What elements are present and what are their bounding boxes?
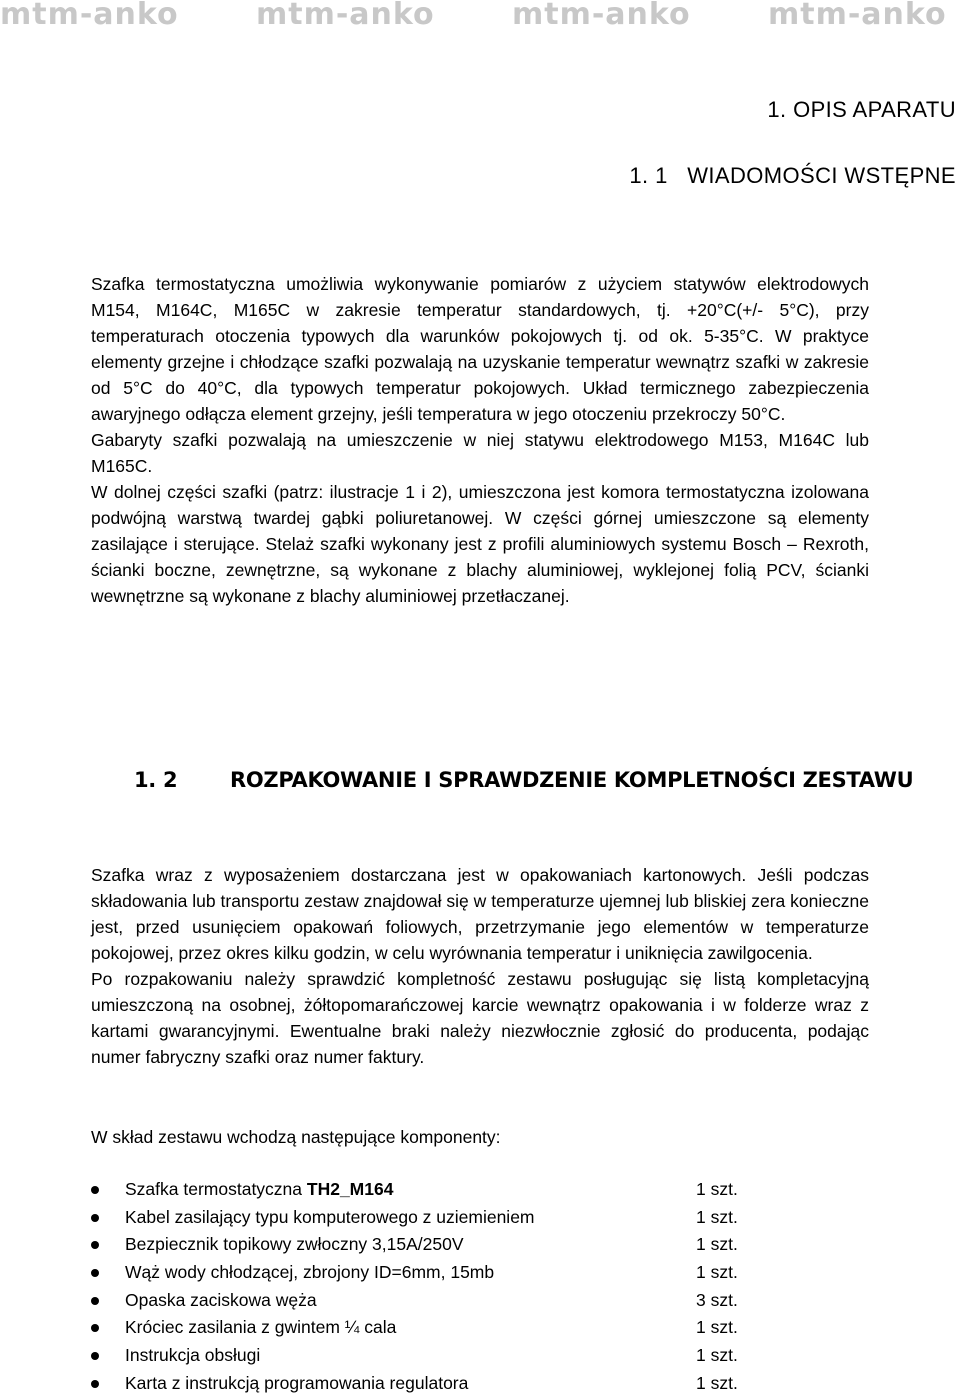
section-heading: 1. OPIS APARATU <box>767 97 956 122</box>
component-quantity: 1 szt. <box>696 1234 738 1255</box>
component-quantity: 3 szt. <box>696 1289 738 1310</box>
watermark-logo: mtm-anko <box>512 0 691 32</box>
paragraph: Gabaryty szafki pozwalają na umieszczenie w niej statywu elektrodowego M153, M164C lub M165C. <box>91 430 869 476</box>
bullet-icon <box>91 1241 99 1249</box>
list-item <box>91 1314 791 1342</box>
list-item <box>91 1287 791 1315</box>
list-item <box>91 1231 791 1259</box>
component-name: Instrukcja obsługi <box>125 1345 261 1366</box>
components-intro: W skład zestawu wchodzą następujące komponenty: <box>91 1127 501 1147</box>
list-item <box>91 1370 791 1398</box>
bullet-icon <box>91 1352 99 1360</box>
bullet-icon <box>91 1214 99 1222</box>
component-name: Opaska zaciskowa węża <box>125 1289 317 1310</box>
bullet-icon <box>91 1186 99 1194</box>
component-name: Szafka termostatyczna TH2_M164 <box>125 1179 394 1199</box>
list-item <box>91 1259 791 1287</box>
component-quantity: 1 szt. <box>696 1206 738 1227</box>
component-name: Kabel zasilający typu komputerowego z uziemieniem <box>125 1206 535 1227</box>
paragraph: W dolnej części szafki (patrz: ilustracje 1 i 2), umieszczona jest komora termostatyczna izolowana podwójną warstwą twardej gąbki poliuretanowej. W części górnej umieszczone są elementy zasilające i sterujące. Stelaż szafki wykonany jest z profili aluminiowych systemu Bosch – Rexroth, ścianki boczne, zewnętrzne, są wykonane z blachy aluminiowej, wyklejonej folią PCV, ścianki wewnętrzne są wykonane z blachy aluminiowej przetłaczanej. <box>91 482 869 606</box>
paragraph: Szafka wraz z wyposażeniem dostarczana jest w opakowaniach kartonowych. Jeśli podczas składowania lub transportu zestaw znajdował się w temperaturze ujemnej lub bliskiej zera konieczne jest, przed usunięciem opakowań foliowych, przetrzymanie jego elementów w temperaturze pokojowej, przez okres kilku godzin, w celu wyrównania temperatur i uniknięcia zawilgocenia. <box>91 865 869 963</box>
component-quantity: 1 szt. <box>696 1179 738 1199</box>
watermark-logo: mtm-anko <box>768 0 947 32</box>
paragraph: Szafka termostatyczna umożliwia wykonywanie pomiarów z użyciem statywów elektrodowych M154, M164C, M165C w zakresie temperatur standardowych, tj. +20°C(+/- 5°C), przy temperaturach otoczenia typowych dla warunków pokojowych tj. od ok. 5-35°C. W praktyce elementy grzejne i chłodzące szafki pozwalają na uzyskanie temperatur wewnątrz szafki w zakresie od 5°C do 40°C, dla typowych temperatur pokojowych. Układ termicznego zabezpieczenia awaryjnego odłącza element grzejny, jeśli temperatura w jego otoczeniu przekroczy 50°C. <box>91 274 869 424</box>
watermark-logo: mtm-anko <box>0 0 179 32</box>
intro-text-block <box>91 271 869 609</box>
components-list <box>91 1176 791 1398</box>
watermark-logo: mtm-anko <box>256 0 435 32</box>
component-name: Bezpiecznik topikowy zwłoczny 3,15A/250V <box>125 1234 464 1255</box>
subsection-number: 1. 2 <box>134 768 178 792</box>
unpacking-text-block <box>91 862 869 1070</box>
component-name: Króciec zasilania z gwintem ¼ cala <box>125 1317 397 1338</box>
subsection-heading-intro: 1. 1 WIADOMOŚCI WSTĘPNE <box>629 163 956 188</box>
component-quantity: 1 szt. <box>696 1372 738 1393</box>
subsection-title: ROZPAKOWANIE I SPRAWDZENIE KOMPLETNOŚCI ZESTAWU <box>230 768 914 792</box>
component-quantity: 1 szt. <box>696 1317 738 1338</box>
component-name: Wąż wody chłodzącej, zbrojony ID=6mm, 15mb <box>125 1262 495 1283</box>
watermark-header <box>0 0 960 34</box>
list-item <box>91 1204 791 1232</box>
bullet-icon <box>91 1380 99 1388</box>
bullet-icon <box>91 1324 99 1332</box>
list-item <box>91 1342 791 1370</box>
subsection-heading-unpacking <box>134 768 958 792</box>
component-name: Karta z instrukcją programowania regulatora <box>125 1372 469 1393</box>
paragraph: Po rozpakowaniu należy sprawdzić kompletność zestawu posługując się listą kompletacyjną umieszczoną na osobnej, żółtopomarańczowej karcie wewnątrz opakowania i w folderze wraz z kartami gwarancyjnymi. Ewentualne braki należy niezwłocznie zgłosić do producenta, podając numer fabryczny szafki oraz numer faktury. <box>91 969 869 1067</box>
bullet-icon <box>91 1269 99 1277</box>
component-quantity: 1 szt. <box>696 1262 738 1283</box>
component-quantity: 1 szt. <box>696 1345 738 1366</box>
list-item <box>91 1176 791 1204</box>
bullet-icon <box>91 1297 99 1305</box>
